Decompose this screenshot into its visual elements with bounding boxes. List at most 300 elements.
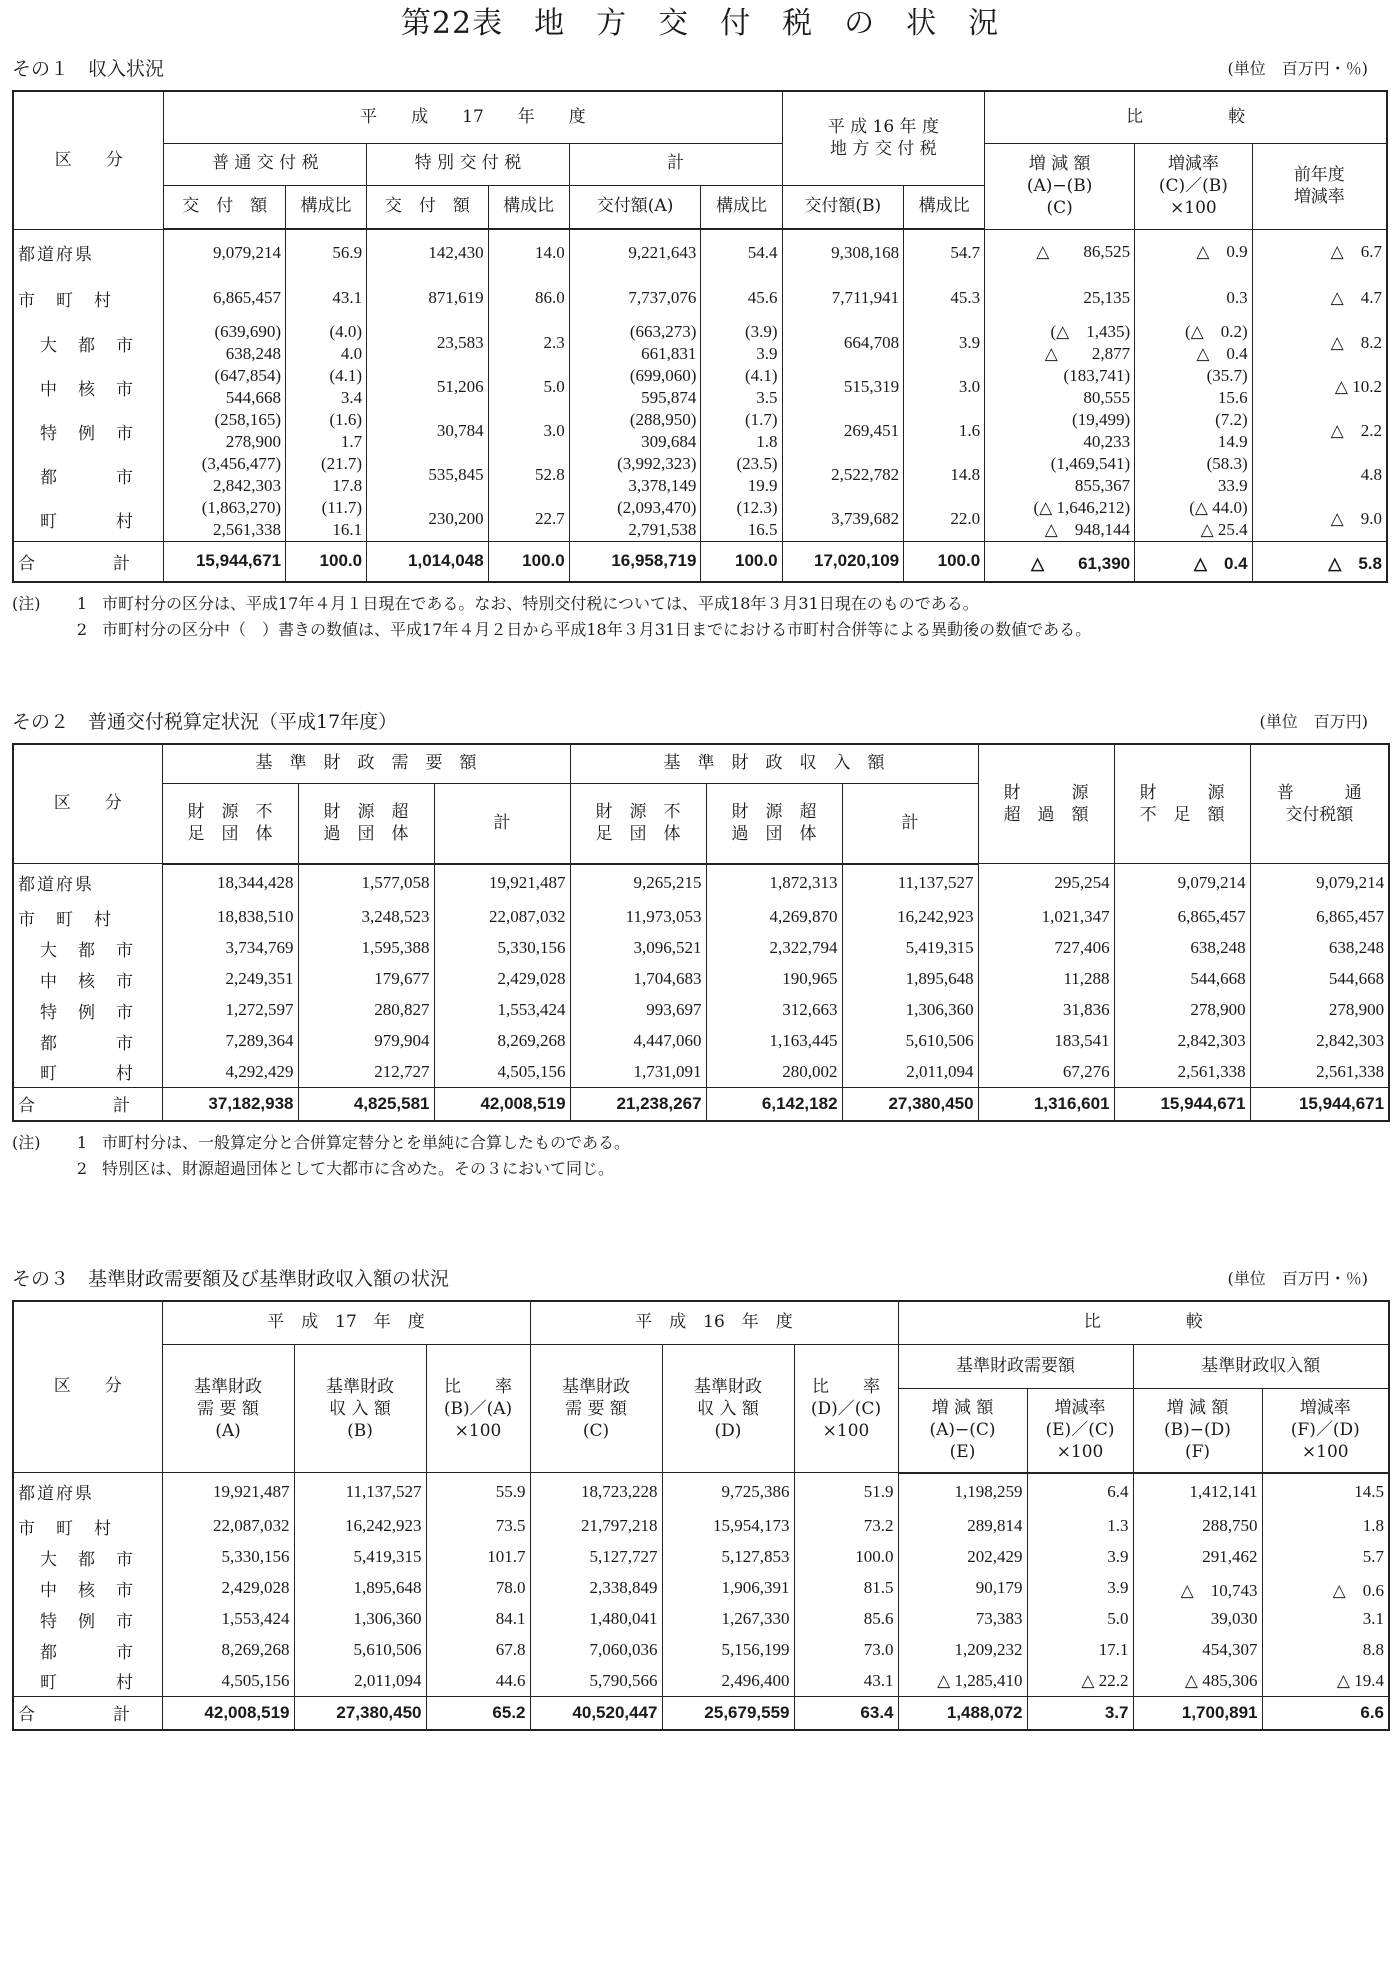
table-cell: 1,316,601 bbox=[978, 1088, 1114, 1121]
cell-value: (1,863,270) bbox=[201, 498, 282, 517]
row-label: 市 町 村 bbox=[13, 902, 162, 933]
table-cell: 1,895,648 bbox=[294, 1573, 426, 1604]
table-cell bbox=[286, 453, 367, 497]
col-header-change-rate: 増減率 (C)／(B) ×100 bbox=[1135, 143, 1253, 229]
table-cell: 1,306,360 bbox=[842, 995, 978, 1026]
cell-value: 278,900 bbox=[225, 432, 282, 451]
col-header-h16: 平 成 16 年 度 地 方 交 付 税 bbox=[782, 91, 985, 185]
table-cell: △ 19.4 bbox=[1262, 1666, 1389, 1697]
table-cell: 2,561,338 bbox=[1114, 1057, 1250, 1088]
table-cell bbox=[985, 321, 1135, 365]
cell-value: 9,079,214 bbox=[213, 242, 282, 262]
table-cell bbox=[701, 229, 782, 275]
row-label: 中 核 市 bbox=[13, 964, 162, 995]
table-cell: 18,723,228 bbox=[530, 1473, 662, 1511]
table-cell: 100.0 bbox=[794, 1542, 898, 1573]
table-cell: 2,338,849 bbox=[530, 1573, 662, 1604]
col-header-change-amount: 増 減 額 (A)−(B) (C) bbox=[985, 143, 1135, 229]
table-cell bbox=[286, 497, 367, 542]
table-cell: 291,462 bbox=[1133, 1542, 1262, 1573]
table-cell: 183,541 bbox=[978, 1026, 1114, 1057]
row-label: 中 核 市 bbox=[13, 1573, 162, 1604]
table-cell: 11,137,527 bbox=[842, 864, 978, 902]
row-label: 合 計 bbox=[13, 542, 164, 582]
table-cell: 3,734,769 bbox=[162, 933, 298, 964]
col-header-revenue-b: 基準財政 収 入 額 (B) bbox=[294, 1345, 426, 1473]
table-cell: 18,344,428 bbox=[162, 864, 298, 902]
cell-value: 80,555 bbox=[1083, 388, 1131, 407]
cell-value: 1.6 bbox=[958, 421, 981, 440]
cell-value: (3.9) bbox=[744, 322, 778, 341]
table-cell: 16,242,923 bbox=[294, 1511, 426, 1542]
cell-value: △ 10.2 bbox=[1334, 377, 1382, 396]
col-header-shortage-groups: 財 源 不 足 団 体 bbox=[162, 784, 298, 864]
table-cell bbox=[488, 275, 569, 321]
table-row bbox=[13, 321, 1387, 365]
table-cell bbox=[1252, 497, 1387, 542]
table-cell: 1,895,648 bbox=[842, 964, 978, 995]
table-cell: 8,269,268 bbox=[162, 1635, 294, 1666]
table-cell bbox=[1135, 497, 1253, 542]
cell-value: 230,200 bbox=[428, 509, 484, 528]
table-cell bbox=[367, 275, 489, 321]
table-cell bbox=[701, 321, 782, 365]
cell-value: (663,273) bbox=[629, 322, 697, 341]
table-cell bbox=[985, 409, 1135, 453]
table-cell: 4,505,156 bbox=[434, 1057, 570, 1088]
cell-value: 30,784 bbox=[436, 421, 484, 440]
cell-value: (3,456,477) bbox=[201, 454, 282, 473]
table-cell: 5,127,727 bbox=[530, 1542, 662, 1573]
page bbox=[12, 0, 1388, 1731]
total-row bbox=[13, 1697, 1389, 1730]
cell-value: 3.9 bbox=[756, 344, 778, 363]
table-cell bbox=[782, 275, 904, 321]
table-cell: 727,406 bbox=[978, 933, 1114, 964]
col-header-revenue: 基 準 財 政 収 入 額 bbox=[570, 744, 978, 784]
row-label: 町 村 bbox=[13, 1666, 162, 1697]
table-cell: 78.0 bbox=[426, 1573, 530, 1604]
col-header-prev-rate: 前年度 増減率 bbox=[1252, 143, 1387, 229]
cell-value: 54.7 bbox=[950, 242, 981, 262]
note: (注) 1 市町村分の区分は、平成17年４月１日現在である。なお、特別交付税については、平成18年３月31日現在のものである。 bbox=[12, 593, 979, 613]
table-row bbox=[13, 409, 1387, 453]
table-cell: 1,700,891 bbox=[1133, 1697, 1262, 1730]
cell-value: 51,206 bbox=[436, 377, 484, 396]
table-cell: 9,265,215 bbox=[570, 864, 706, 902]
table-cell: 1,163,445 bbox=[706, 1026, 842, 1057]
table-cell: 73.2 bbox=[794, 1511, 898, 1542]
cell-value: 871,619 bbox=[428, 288, 484, 307]
table-cell: 1,272,597 bbox=[162, 995, 298, 1026]
table-cell: 63.4 bbox=[794, 1697, 898, 1730]
table-cell: 2,842,303 bbox=[1114, 1026, 1250, 1057]
row-label: 町 村 bbox=[13, 497, 164, 542]
table-cell bbox=[367, 229, 489, 275]
table-cell: 51.9 bbox=[794, 1473, 898, 1511]
table-cell bbox=[569, 365, 701, 409]
table-cell: 5.0 bbox=[1027, 1604, 1133, 1635]
table-cell: 5,419,315 bbox=[842, 933, 978, 964]
table-cell bbox=[367, 453, 489, 497]
table-cell: 2,496,400 bbox=[662, 1666, 794, 1697]
table-cell: 4,447,060 bbox=[570, 1026, 706, 1057]
cell-value: 2,842,303 bbox=[213, 476, 282, 495]
table-cell: 3.1 bbox=[1262, 1604, 1389, 1635]
col-header-amount: 交 付 額 bbox=[367, 185, 489, 229]
table-cell: 1,480,041 bbox=[530, 1604, 662, 1635]
col-header-revenue-d: 基準財政 収 入 額 (D) bbox=[662, 1345, 794, 1473]
table-cell: 1,577,058 bbox=[298, 864, 434, 902]
col-header-tokubetsu: 特 別 交 付 税 bbox=[367, 143, 570, 185]
table-cell bbox=[904, 229, 985, 275]
row-label: 特 例 市 bbox=[13, 995, 162, 1026]
cell-value: (4.0) bbox=[329, 322, 363, 341]
table-cell: 2,429,028 bbox=[162, 1573, 294, 1604]
cell-value: (23.5) bbox=[736, 454, 778, 473]
cell-value: 9,221,643 bbox=[628, 242, 697, 262]
table-cell: 638,248 bbox=[1114, 933, 1250, 964]
table-cell: △ 0.6 bbox=[1262, 1573, 1389, 1604]
cell-value: 3.9 bbox=[958, 333, 981, 352]
table-cell bbox=[367, 321, 489, 365]
row-label: 特 例 市 bbox=[13, 409, 164, 453]
cell-value: 15.6 bbox=[1217, 388, 1248, 407]
table-cell bbox=[1252, 275, 1387, 321]
cell-value: (7.2) bbox=[1215, 410, 1248, 429]
table-cell: 5,610,506 bbox=[842, 1026, 978, 1057]
table-cell bbox=[1252, 321, 1387, 365]
cell-value: 142,430 bbox=[428, 242, 484, 262]
cell-value: 664,708 bbox=[843, 333, 900, 352]
table-row bbox=[13, 995, 1389, 1026]
note: 2 市町村分の区分中（ ）書きの数値は、平成17年４月２日から平成18年３月31日までにおける市町村合併等による異動後の数値である。 bbox=[76, 619, 1092, 639]
col-header-category: 区 分 bbox=[13, 1301, 162, 1473]
cell-value: (2,093,470) bbox=[617, 498, 697, 517]
cell-value: (19,499) bbox=[1072, 410, 1131, 429]
table-cell: 5.7 bbox=[1262, 1542, 1389, 1573]
table-cell bbox=[488, 321, 569, 365]
table-cell: 11,137,527 bbox=[294, 1473, 426, 1511]
table-cell: 19,921,487 bbox=[434, 864, 570, 902]
table-cell bbox=[488, 409, 569, 453]
table-cell bbox=[286, 229, 367, 275]
cell-value: 535,845 bbox=[428, 465, 484, 484]
table-cell bbox=[164, 497, 286, 542]
row-label: 市 町 村 bbox=[13, 275, 164, 321]
table-cell: 42,008,519 bbox=[162, 1697, 294, 1730]
demand-revenue-table bbox=[12, 1300, 1390, 1731]
table-cell bbox=[1252, 229, 1387, 275]
table-cell: 43.1 bbox=[794, 1666, 898, 1697]
table-row bbox=[13, 1666, 1389, 1697]
table-cell bbox=[164, 229, 286, 275]
table-cell: △ 485,306 bbox=[1133, 1666, 1262, 1697]
table-cell: 6.6 bbox=[1262, 1697, 1389, 1730]
table-cell: 73,383 bbox=[898, 1604, 1027, 1635]
cell-value: 0.3 bbox=[1226, 288, 1248, 307]
cell-value: 23,583 bbox=[436, 333, 484, 352]
table-cell: 1,872,313 bbox=[706, 864, 842, 902]
section1-title: その１ 収入状況 bbox=[12, 58, 165, 80]
cell-value: 43.1 bbox=[332, 288, 363, 307]
cell-value: 3,739,682 bbox=[831, 509, 900, 528]
cell-value: (258,165) bbox=[214, 410, 282, 429]
table-cell: △ 61,390 bbox=[985, 542, 1135, 582]
table-cell: 1.3 bbox=[1027, 1511, 1133, 1542]
table-cell: 1,488,072 bbox=[898, 1697, 1027, 1730]
cell-value: 2,791,538 bbox=[628, 520, 697, 539]
table-cell bbox=[488, 453, 569, 497]
cell-value: 5.0 bbox=[543, 377, 565, 396]
page-title: 第22表 地 方 交 付 税 の 状 況 bbox=[400, 6, 1000, 41]
table-cell bbox=[904, 321, 985, 365]
table-row bbox=[13, 1573, 1389, 1604]
row-label: 特 例 市 bbox=[13, 1604, 162, 1635]
cell-value: (△ 1,435) bbox=[1050, 322, 1131, 341]
table-cell: 2,249,351 bbox=[162, 964, 298, 995]
table-cell bbox=[569, 229, 701, 275]
table-cell: △ 5.8 bbox=[1252, 542, 1387, 582]
cell-value: (647,854) bbox=[214, 366, 282, 385]
table-cell: 7,289,364 bbox=[162, 1026, 298, 1057]
table-row bbox=[13, 1542, 1389, 1573]
table-cell bbox=[904, 497, 985, 542]
table-cell: 9,079,214 bbox=[1114, 864, 1250, 902]
table-cell: 22,087,032 bbox=[434, 902, 570, 933]
table-cell: 2,011,094 bbox=[842, 1057, 978, 1088]
table-cell bbox=[569, 275, 701, 321]
table-cell: 289,814 bbox=[898, 1511, 1027, 1542]
table-cell: 202,429 bbox=[898, 1542, 1027, 1573]
table-cell bbox=[1135, 275, 1253, 321]
cell-value: 52.8 bbox=[534, 465, 565, 484]
table-cell bbox=[701, 275, 782, 321]
table-cell bbox=[569, 453, 701, 497]
cell-value: 3.0 bbox=[958, 377, 981, 396]
col-header-comparison: 比 較 bbox=[898, 1301, 1389, 1345]
table-cell bbox=[367, 497, 489, 542]
cell-value: (12.3) bbox=[736, 498, 778, 517]
cell-value: 2,522,782 bbox=[831, 465, 900, 484]
cell-value: 2.3 bbox=[543, 333, 565, 352]
table-cell: 42,008,519 bbox=[434, 1088, 570, 1121]
row-label: 都道府県 bbox=[13, 1473, 162, 1511]
table-row bbox=[13, 1026, 1389, 1057]
table-cell: 280,827 bbox=[298, 995, 434, 1026]
col-header-ratio-ba: 比 率 (B)／(A) ×100 bbox=[426, 1345, 530, 1473]
table-cell: 84.1 bbox=[426, 1604, 530, 1635]
table-cell: 67,276 bbox=[978, 1057, 1114, 1088]
col-header-surplus-groups: 財 源 超 過 団 体 bbox=[706, 784, 842, 864]
calculation-table bbox=[12, 743, 1390, 1122]
table-cell: 44.6 bbox=[426, 1666, 530, 1697]
cell-value: 17.8 bbox=[332, 476, 363, 495]
section3-header bbox=[12, 1264, 1388, 1294]
table-cell: 5,127,853 bbox=[662, 1542, 794, 1573]
col-header-surplus: 財 源 超 過 額 bbox=[978, 744, 1114, 864]
table-cell bbox=[1252, 409, 1387, 453]
col-header-h17: 平 成 17 年 度 bbox=[162, 1301, 530, 1345]
col-header-change-f: 増 減 額 (B)−(D) (F) bbox=[1133, 1389, 1262, 1473]
col-header-revenue-compare: 基準財政収入額 bbox=[1133, 1345, 1389, 1389]
cell-value: △ 4.7 bbox=[1330, 288, 1382, 307]
col-header-ratio: 構成比 bbox=[904, 185, 985, 229]
table-row bbox=[13, 1511, 1389, 1542]
table-cell: 212,727 bbox=[298, 1057, 434, 1088]
table-row bbox=[13, 964, 1389, 995]
table-cell: 40,520,447 bbox=[530, 1697, 662, 1730]
table-cell: 979,904 bbox=[298, 1026, 434, 1057]
table-cell bbox=[985, 229, 1135, 275]
col-header-rate-e: 増減率 (E)／(C) ×100 bbox=[1027, 1389, 1133, 1473]
table-cell: △ 0.4 bbox=[1135, 542, 1253, 582]
cell-value: 7,737,076 bbox=[628, 288, 697, 307]
table-row bbox=[13, 365, 1387, 409]
table-cell bbox=[569, 409, 701, 453]
col-header-shortage: 財 源 不 足 額 bbox=[1114, 744, 1250, 864]
table-cell: 19,921,487 bbox=[162, 1473, 294, 1511]
cell-value: 22.7 bbox=[534, 509, 565, 528]
cell-value: 269,451 bbox=[843, 421, 900, 440]
col-header-demand: 基 準 財 政 需 要 額 bbox=[162, 744, 570, 784]
table-cell: △ 10,743 bbox=[1133, 1573, 1262, 1604]
cell-value: 45.3 bbox=[950, 288, 981, 307]
table-cell: 1,021,347 bbox=[978, 902, 1114, 933]
cell-value: 86.0 bbox=[534, 288, 565, 307]
row-label: 都 市 bbox=[13, 1635, 162, 1666]
cell-value: (△ 44.0) bbox=[1189, 498, 1248, 517]
table-cell: 100.0 bbox=[701, 542, 782, 582]
col-header-amount: 交 付 額 bbox=[164, 185, 286, 229]
col-header-total: 計 bbox=[842, 784, 978, 864]
cell-value: 33.9 bbox=[1217, 476, 1248, 495]
cell-value: (11.7) bbox=[321, 498, 363, 517]
section1-header bbox=[12, 54, 1388, 84]
col-header-demand-c: 基準財政 需 要 額 (C) bbox=[530, 1345, 662, 1473]
row-label: 都道府県 bbox=[13, 864, 162, 902]
table-cell bbox=[782, 409, 904, 453]
table-cell: 16,242,923 bbox=[842, 902, 978, 933]
table-cell: 73.5 bbox=[426, 1511, 530, 1542]
cell-value: △ 2,877 bbox=[1044, 344, 1131, 363]
table-cell bbox=[367, 409, 489, 453]
table-cell: 454,307 bbox=[1133, 1635, 1262, 1666]
table-cell bbox=[1135, 409, 1253, 453]
table-row bbox=[13, 933, 1389, 964]
table-cell: 2,322,794 bbox=[706, 933, 842, 964]
table-cell: 280,002 bbox=[706, 1057, 842, 1088]
table-cell: 55.9 bbox=[426, 1473, 530, 1511]
cell-value: 1.8 bbox=[756, 432, 778, 451]
cell-value: 3.4 bbox=[340, 388, 363, 407]
col-header-demand-compare: 基準財政需要額 bbox=[898, 1345, 1133, 1389]
row-label: 都 市 bbox=[13, 1026, 162, 1057]
col-header-ratio: 構成比 bbox=[488, 185, 569, 229]
col-header-total: 計 bbox=[569, 143, 782, 185]
table-cell bbox=[1252, 453, 1387, 497]
table-cell: 1,306,360 bbox=[294, 1604, 426, 1635]
total-row bbox=[13, 1088, 1389, 1121]
table-cell: 1,553,424 bbox=[434, 995, 570, 1026]
table-row bbox=[13, 229, 1387, 275]
cell-value: (58.3) bbox=[1206, 454, 1248, 473]
table-cell: 1,198,259 bbox=[898, 1473, 1027, 1511]
table-cell bbox=[1252, 365, 1387, 409]
table-cell: 8.8 bbox=[1262, 1635, 1389, 1666]
table-row bbox=[13, 1604, 1389, 1635]
cell-value: △ 86,525 bbox=[1036, 242, 1131, 262]
table-cell bbox=[286, 275, 367, 321]
table-cell: 312,663 bbox=[706, 995, 842, 1026]
table-cell: 17.1 bbox=[1027, 1635, 1133, 1666]
section2-notes bbox=[12, 1130, 1388, 1182]
table-cell: 8,269,268 bbox=[434, 1026, 570, 1057]
table-cell: 2,561,338 bbox=[1250, 1057, 1389, 1088]
table-cell bbox=[985, 275, 1135, 321]
cell-value: 9,308,168 bbox=[831, 242, 900, 262]
col-header-ratio: 構成比 bbox=[701, 185, 782, 229]
table-cell: 90,179 bbox=[898, 1573, 1027, 1604]
table-cell bbox=[701, 497, 782, 542]
row-label: 合 計 bbox=[13, 1088, 162, 1121]
table-row bbox=[13, 864, 1389, 902]
cell-value: △ 8.2 bbox=[1330, 333, 1382, 352]
table-cell: △ 1,285,410 bbox=[898, 1666, 1027, 1697]
col-header-category: 区 分 bbox=[13, 91, 164, 229]
table-cell: 1,731,091 bbox=[570, 1057, 706, 1088]
cell-value: 1.7 bbox=[340, 432, 363, 451]
cell-value: (1,469,541) bbox=[1050, 454, 1131, 473]
table-cell: 100.0 bbox=[904, 542, 985, 582]
table-cell: 65.2 bbox=[426, 1697, 530, 1730]
table-cell bbox=[782, 321, 904, 365]
cell-value: △ 9.0 bbox=[1330, 509, 1382, 528]
cell-value: 855,367 bbox=[1074, 476, 1131, 495]
table-cell bbox=[488, 365, 569, 409]
table-cell bbox=[164, 365, 286, 409]
cell-value: 25,135 bbox=[1083, 288, 1131, 307]
table-cell bbox=[164, 453, 286, 497]
table-cell: 1,906,391 bbox=[662, 1573, 794, 1604]
income-table bbox=[12, 90, 1388, 583]
table-cell: 6,865,457 bbox=[1114, 902, 1250, 933]
table-row bbox=[13, 1635, 1389, 1666]
table-cell bbox=[488, 497, 569, 542]
cell-value: 54.4 bbox=[747, 242, 778, 262]
table-cell bbox=[1135, 365, 1253, 409]
table-cell bbox=[367, 365, 489, 409]
cell-value: △ 25.4 bbox=[1200, 520, 1248, 539]
table-cell: 278,900 bbox=[1114, 995, 1250, 1026]
col-header-change-e: 増 減 額 (A)−(C) (E) bbox=[898, 1389, 1027, 1473]
cell-value: 7,711,941 bbox=[831, 288, 900, 307]
cell-value: (639,690) bbox=[214, 322, 282, 341]
cell-value: (288,950) bbox=[629, 410, 697, 429]
cell-value: 45.6 bbox=[747, 288, 778, 307]
cell-value: 3.0 bbox=[543, 421, 565, 440]
table-cell bbox=[164, 275, 286, 321]
table-cell: 6,865,457 bbox=[1250, 902, 1389, 933]
table-cell bbox=[701, 365, 782, 409]
cell-value: 16.5 bbox=[747, 520, 778, 539]
table-cell bbox=[985, 497, 1135, 542]
cell-value: 638,248 bbox=[225, 344, 282, 363]
cell-value: (699,060) bbox=[629, 366, 697, 385]
table-cell: 4,505,156 bbox=[162, 1666, 294, 1697]
cell-value: 14.0 bbox=[534, 242, 565, 262]
cell-value: △ 6.7 bbox=[1330, 242, 1382, 262]
